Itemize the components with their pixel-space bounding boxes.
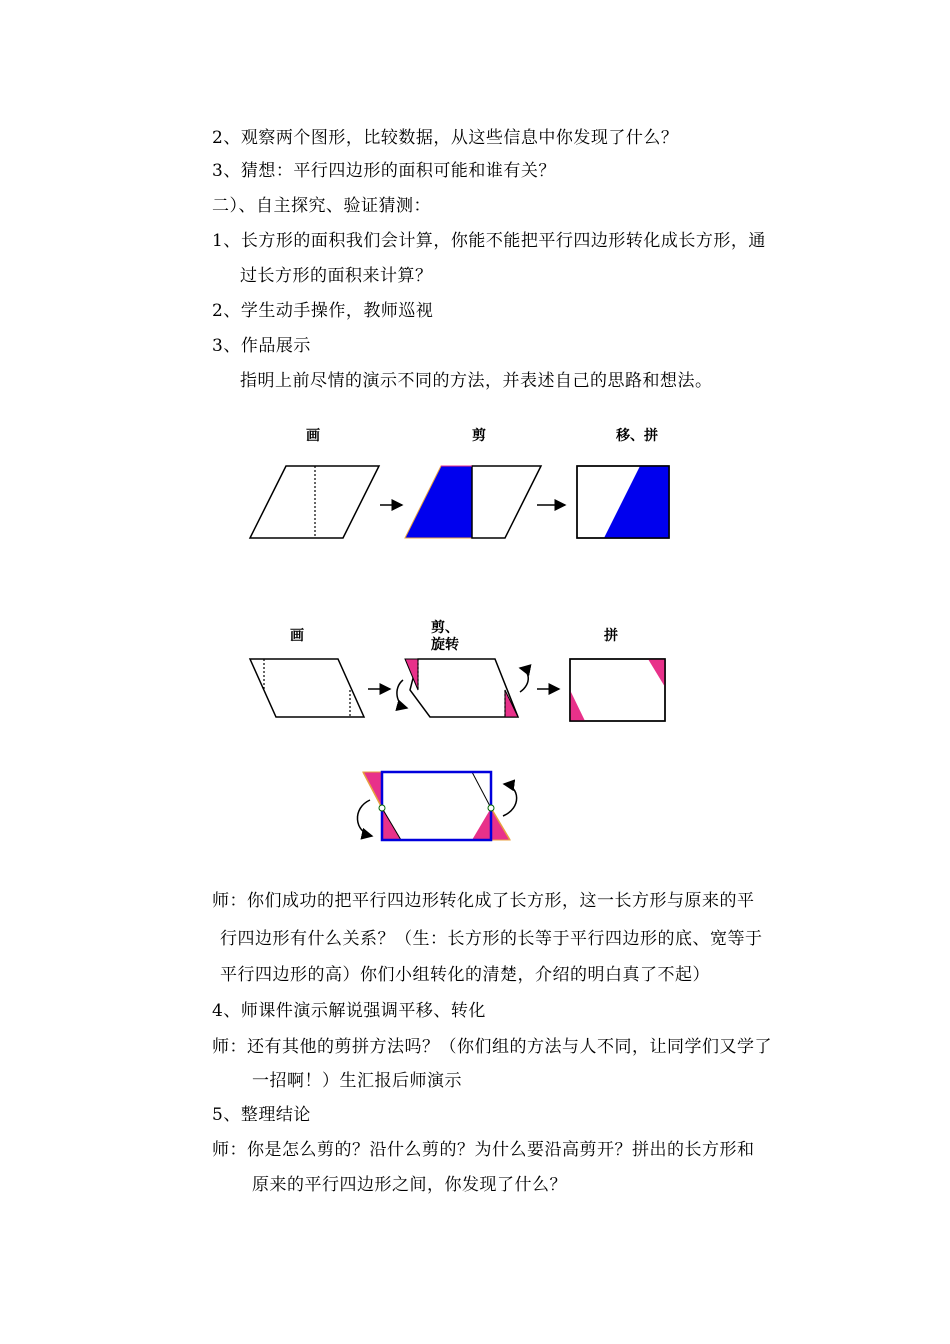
fig2-label-cut-2: 旋转 [431,637,459,653]
text-line-2: 3、猜想：平行四边形的面积可能和谁有关？ [212,161,556,181]
fig1-label-draw: 画 [306,428,320,444]
text-line-11: 5、整理结论 [212,1105,311,1125]
fig2-rectangle-result [570,659,665,721]
teacher-line-12a: 师：你是怎么剪的？沿什么剪的？为什么要沿高剪开？拼出的长方形和 [212,1140,755,1160]
text-line-1: 2、观察两个图形，比较数据，从这些信息中你发现了什么？ [212,128,679,148]
fig1-label-cut: 剪 [472,428,486,444]
fig1-parallelogram-draw [250,466,379,538]
section-heading: 二）、自主探究、验证猜测： [212,196,431,216]
teacher-line-10b: 一招啊！）生汇报后师演示 [252,1071,462,1091]
fig1-label-move: 移、拼 [616,428,658,444]
fig1-parallelogram-cut [405,466,541,538]
text-line-9: 4、师课件演示解说强调平移、转化 [212,1001,486,1021]
fig3-rotation-diagram [363,772,510,840]
teacher-line-8a: 师：你们成功的把平行四边形转化成了长方形，这一长方形与原来的平 [212,891,755,911]
fig2-label-join: 拼 [604,628,618,644]
text-line-6: 3、作品展示 [212,336,311,356]
text-line-7: 指明上前尽情的演示不同的方法，并表述自己的思路和想法。 [240,371,713,391]
teacher-line-8b: 行四边形有什么关系？（生：长方形的长等于平行四边形的底、宽等于 [220,929,763,949]
teacher-line-8c: 平行四边形的高）你们小组转化的清楚，介绍的明白真了不起） [220,965,710,985]
teacher-line-12b: 原来的平行四边形之间，你发现了什么？ [252,1175,567,1195]
text-line-5: 2、学生动手操作，教师巡视 [212,301,434,321]
text-line-4b: 过长方形的面积来计算？ [240,266,433,286]
fig2-label-cut-1: 剪、 [431,620,459,636]
fig2-parallelogram-cut [405,659,518,717]
fig2-label-draw: 画 [290,628,304,644]
fig2-parallelogram-draw [250,659,364,717]
teacher-line-10a: 师：还有其他的剪拼方法吗？（你们组的方法与人不同，让同学们又学了 [212,1037,772,1057]
text-line-4a: 1、长方形的面积我们会计算，你能不能把平行四边形转化成长方形，通 [212,231,766,251]
fig1-rectangle-result [577,466,669,538]
